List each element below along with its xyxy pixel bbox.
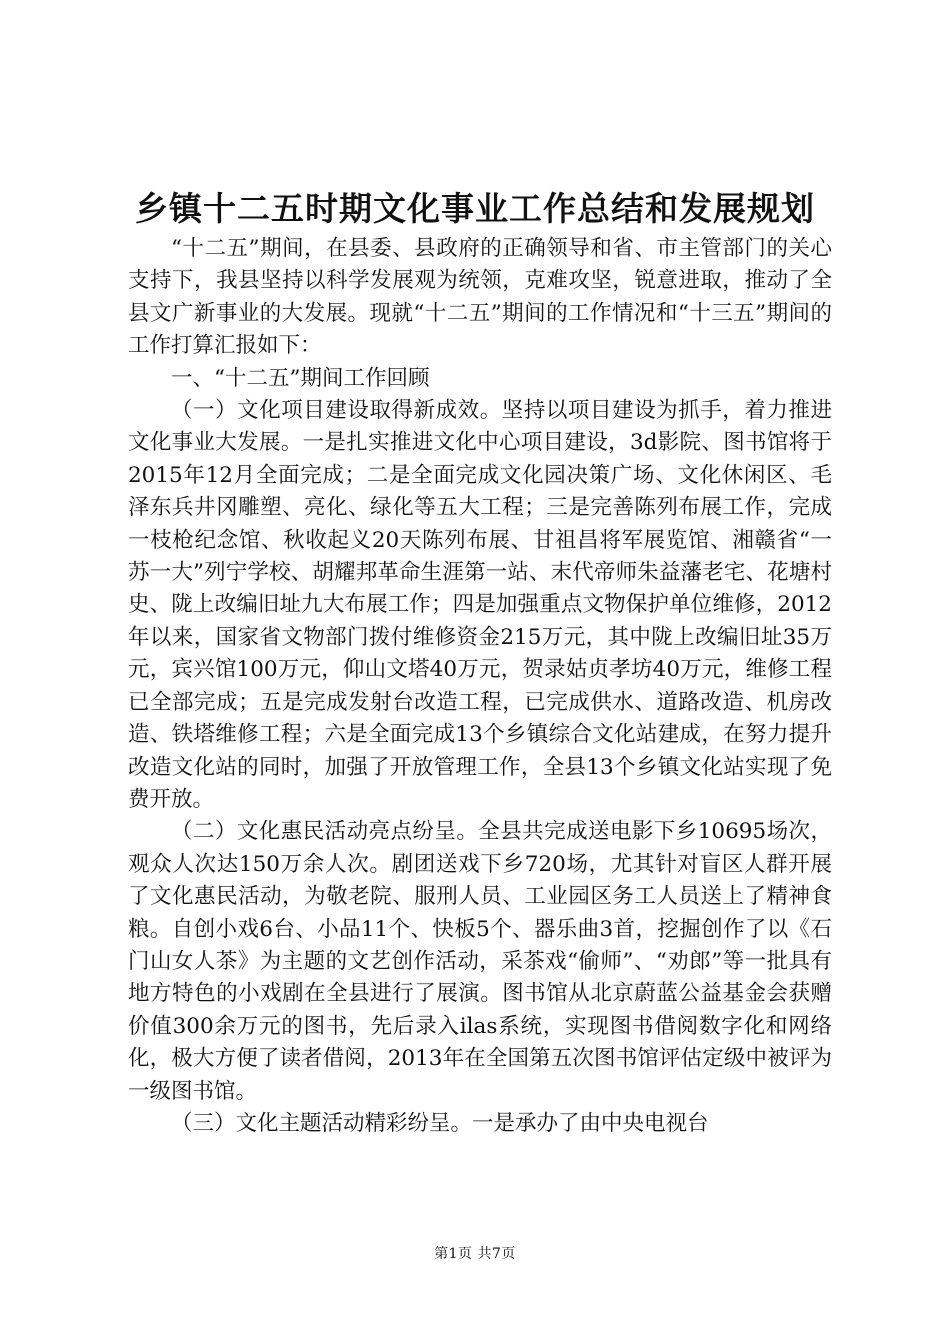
paragraph-intro: “十二五”期间，在县委、县政府的正确领导和省、市主管部门的关心支持下，我县坚持以科学发展观为统领，克难攻坚，锐意进取，推动了全县文广新事业的大发展。现就“十二五”期间的工作情况和“十三五”期间的工作打算汇报如下：	[128, 236, 832, 359]
paragraph-projects: （一）文化项目建设取得新成效。坚持以项目建设为抓手，着力推进文化事业大发展。一是扎实推进文化中心项目建设，3d影院、图书馆将于2015年12月全面完成；二是全面完成文化园决策广场、文化休闲区、毛泽东兵井冈雕塑、亮化、绿化等五大工程；三是完善陈列布展工作，完成一枝枪纪念馆、秋收起义20天陈列布展、甘祖昌将军展览馆、湘赣省“一苏一大”列宁学校、胡耀邦革命生涯第一站、末代帝师朱益藩老宅、花塘村史、陇上改编旧址九大布展工作；四是加强重点文物保护单位维修，2012年以来，国家省文物部门拨付维修资金215万元，其中陇上改编旧址35万元，宾兴馆100万元，仰山文塔40万元，贺录姑贞孝坊40万元，维修工程已全部完成；五是完成发射台改造工程，已完成供水、道路改造、机房改造、铁塔维修工程；六是全面完成13个乡镇综合文化站建成，在努力提升改造文化站的同时，加强了开放管理工作，全县13个乡镇文化站实现了免费开放。	[128, 398, 832, 812]
paragraph-themes: （三）文化主题活动精彩纷呈。一是承办了由中央电视台	[171, 1110, 709, 1136]
document-title: 乡镇十二五时期文化事业工作总结和发展规划	[135, 189, 815, 228]
paragraph-activities: （二）文化惠民活动亮点纷呈。全县共完成送电影下乡10695场次，观众人次达150万余人次。剧团送戏下乡720场，尤其针对盲区人群开展了文化惠民活动，为敬老院、服刑人员、工业园区务工人员送上了精神食粮。自创小戏6台、小品11个、快板5个、器乐曲3首，挖掘创作了以《石门山女人茶》为主题的文艺创作活动，采茶戏“偷师”、“劝郎”等一批具有地方特色的小戏剧在全县进行了展演。图书馆从北京蔚蓝公益基金会获赠价值300余万元的图书，先后录入ilas系统，实现图书借阅数字化和网络化，极大方便了读者借阅，2013年在全国第五次图书馆评估定级中被评为一级图书馆。	[128, 819, 832, 1104]
page-footer: 第1页 共7页	[434, 1246, 516, 1262]
document-body	[128, 233, 832, 1140]
section-heading: 一、“十二五”期间工作回顾	[171, 365, 430, 391]
